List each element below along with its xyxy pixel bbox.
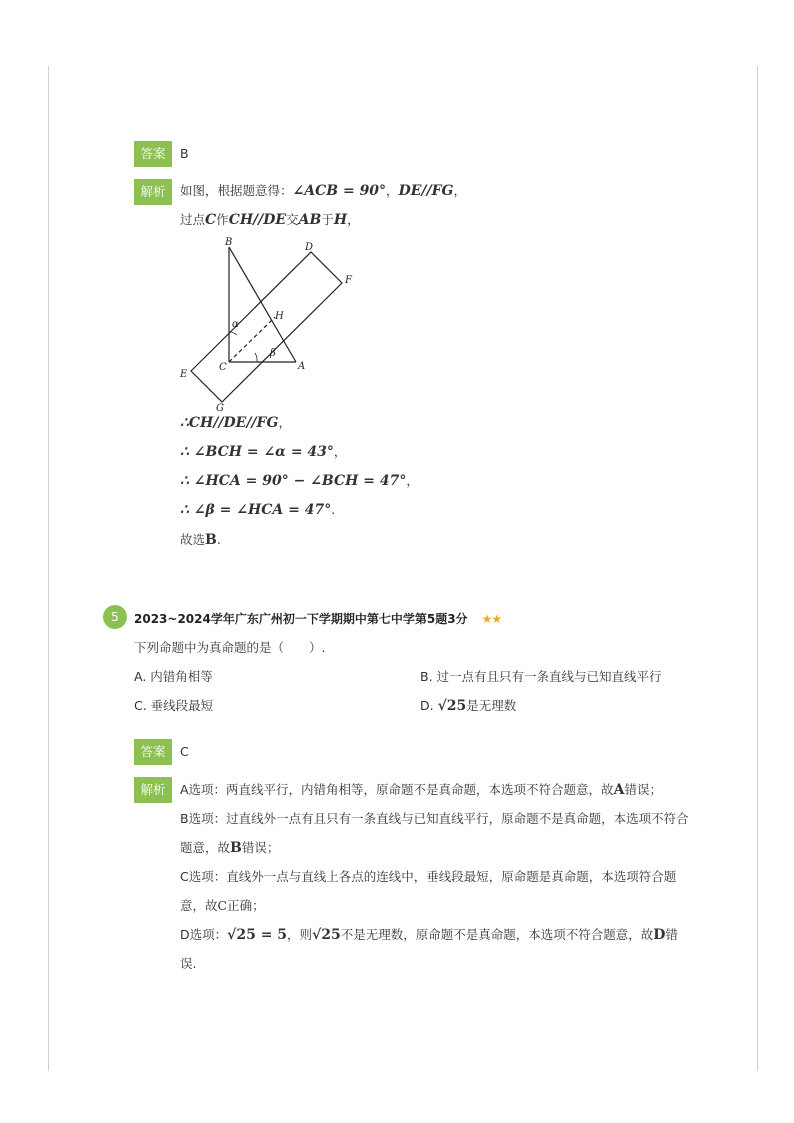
analysis-d-1 — [180, 926, 678, 944]
answer-tag: 答案 — [134, 141, 172, 167]
question-title — [134, 610, 501, 628]
math-c: C — [217, 898, 228, 913]
answer-value-q5: C — [180, 744, 189, 759]
text: 不是无理数，原命题不是真命题，本选项不符合题意，故 — [340, 927, 654, 942]
math-sqrt25-eq-5: √25 = 5 — [227, 927, 288, 943]
analysis-b-1: B选项：过直线外一点有且只有一条直线与已知直线平行，原命题不是真命题，本选项不符合 — [180, 811, 689, 826]
angle-beta-arc — [255, 353, 257, 362]
text: 题意，故 — [180, 840, 231, 855]
text: D选项： — [180, 927, 228, 942]
answer-value: B — [180, 146, 189, 161]
parallel-strip — [191, 252, 342, 402]
label-d: D — [305, 242, 314, 253]
option-a[interactable]: A. 内错角相等 — [134, 669, 213, 684]
math-step-3: ∴ ∠HCA = 90° − ∠BCH = 47° — [180, 473, 407, 489]
analysis-b-2 — [180, 839, 279, 857]
math-a: A — [613, 782, 625, 798]
label-b: B — [225, 237, 233, 248]
text: 于 — [321, 212, 334, 227]
label-e: E — [180, 369, 188, 380]
text: 作 — [216, 212, 229, 227]
geometry-figure — [175, 235, 365, 415]
label-g: G — [216, 403, 224, 414]
label-f: F — [345, 275, 352, 286]
text: 错误； — [241, 840, 280, 855]
text: A选项：两直线平行，内错角相等，原命题不是真命题，本选项不符合题意，故 — [180, 782, 614, 797]
math-h: H — [333, 212, 348, 228]
analysis-d-2: 误. — [180, 956, 197, 971]
math-ab: AB — [298, 212, 322, 228]
analysis-a — [180, 781, 662, 799]
question-stem: 下列命题中为真命题的是（ ）. — [134, 640, 326, 655]
label-c: C — [219, 362, 227, 373]
math-sqrt25: √25 — [312, 927, 341, 943]
text: 过点 — [180, 212, 206, 227]
text: 故选 — [180, 532, 206, 547]
step-3 — [180, 472, 419, 490]
step-5 — [180, 531, 221, 549]
text: ， — [453, 183, 467, 198]
analysis-line-1 — [180, 182, 466, 200]
math-step-2: ∴ ∠BCH = ∠α = 43° — [180, 444, 334, 460]
math-step-1: ∴CH//DE//FG — [180, 415, 279, 431]
math-parallel: DE//FG — [398, 183, 454, 199]
text: 如图，根据题意得： — [180, 183, 293, 198]
step-1 — [180, 414, 291, 432]
math-b: B — [230, 840, 242, 856]
math-angle-acb: ∠ACB = 90° — [292, 183, 387, 199]
text: ， — [333, 444, 347, 459]
question-number-badge: 5 — [103, 605, 127, 629]
text: ， — [347, 212, 360, 227]
text: 错 — [665, 927, 678, 942]
text: D. — [420, 698, 438, 713]
label-beta: β — [270, 348, 276, 359]
text: 正确； — [227, 898, 265, 913]
math-d: D — [653, 927, 666, 943]
option-d[interactable] — [420, 697, 516, 715]
step-2 — [180, 443, 346, 461]
option-c[interactable]: C. 垂线段最短 — [134, 698, 214, 713]
label-alpha: α — [232, 319, 239, 330]
text: . — [216, 532, 221, 547]
line-ba — [229, 247, 296, 362]
step-4 — [180, 501, 335, 519]
text: . — [331, 502, 336, 517]
text: ， — [386, 183, 399, 198]
analysis-c-2 — [180, 897, 265, 915]
analysis-tag: 解析 — [134, 179, 172, 205]
text: ， — [278, 415, 291, 430]
right-margin-line — [757, 66, 758, 1071]
label-h: H — [275, 311, 284, 322]
text: 错误； — [624, 782, 662, 797]
option-b[interactable]: B. 过一点有且只有一条直线与已知直线平行 — [420, 669, 662, 684]
text: ， — [406, 473, 419, 488]
left-margin-line — [48, 66, 49, 1071]
math-b: B — [205, 532, 217, 548]
text: 是无理数 — [466, 698, 517, 713]
question-title-text: 2023~2024学年广东广州初一下学期期中第七中学第5题3分 — [134, 612, 468, 626]
analysis-line-2 — [180, 211, 360, 229]
difficulty-stars: ★★ — [481, 612, 502, 626]
analysis-c-1: C选项：直线外一点与直线上各点的连线中，垂线段最短，原命题是真命题，本选项符合题 — [180, 869, 677, 884]
label-a: A — [298, 361, 306, 372]
text: 交 — [286, 212, 299, 227]
text: ，则 — [287, 927, 313, 942]
math-sqrt25: √25 — [437, 698, 467, 714]
analysis-tag-q5: 解析 — [134, 777, 172, 803]
math-c: C — [205, 212, 217, 228]
math-step-4: ∴ ∠β = ∠HCA = 47° — [180, 502, 332, 518]
answer-tag-q5: 答案 — [134, 739, 172, 765]
text: 意，故 — [180, 898, 218, 913]
math-ch-de: CH//DE — [228, 212, 287, 228]
